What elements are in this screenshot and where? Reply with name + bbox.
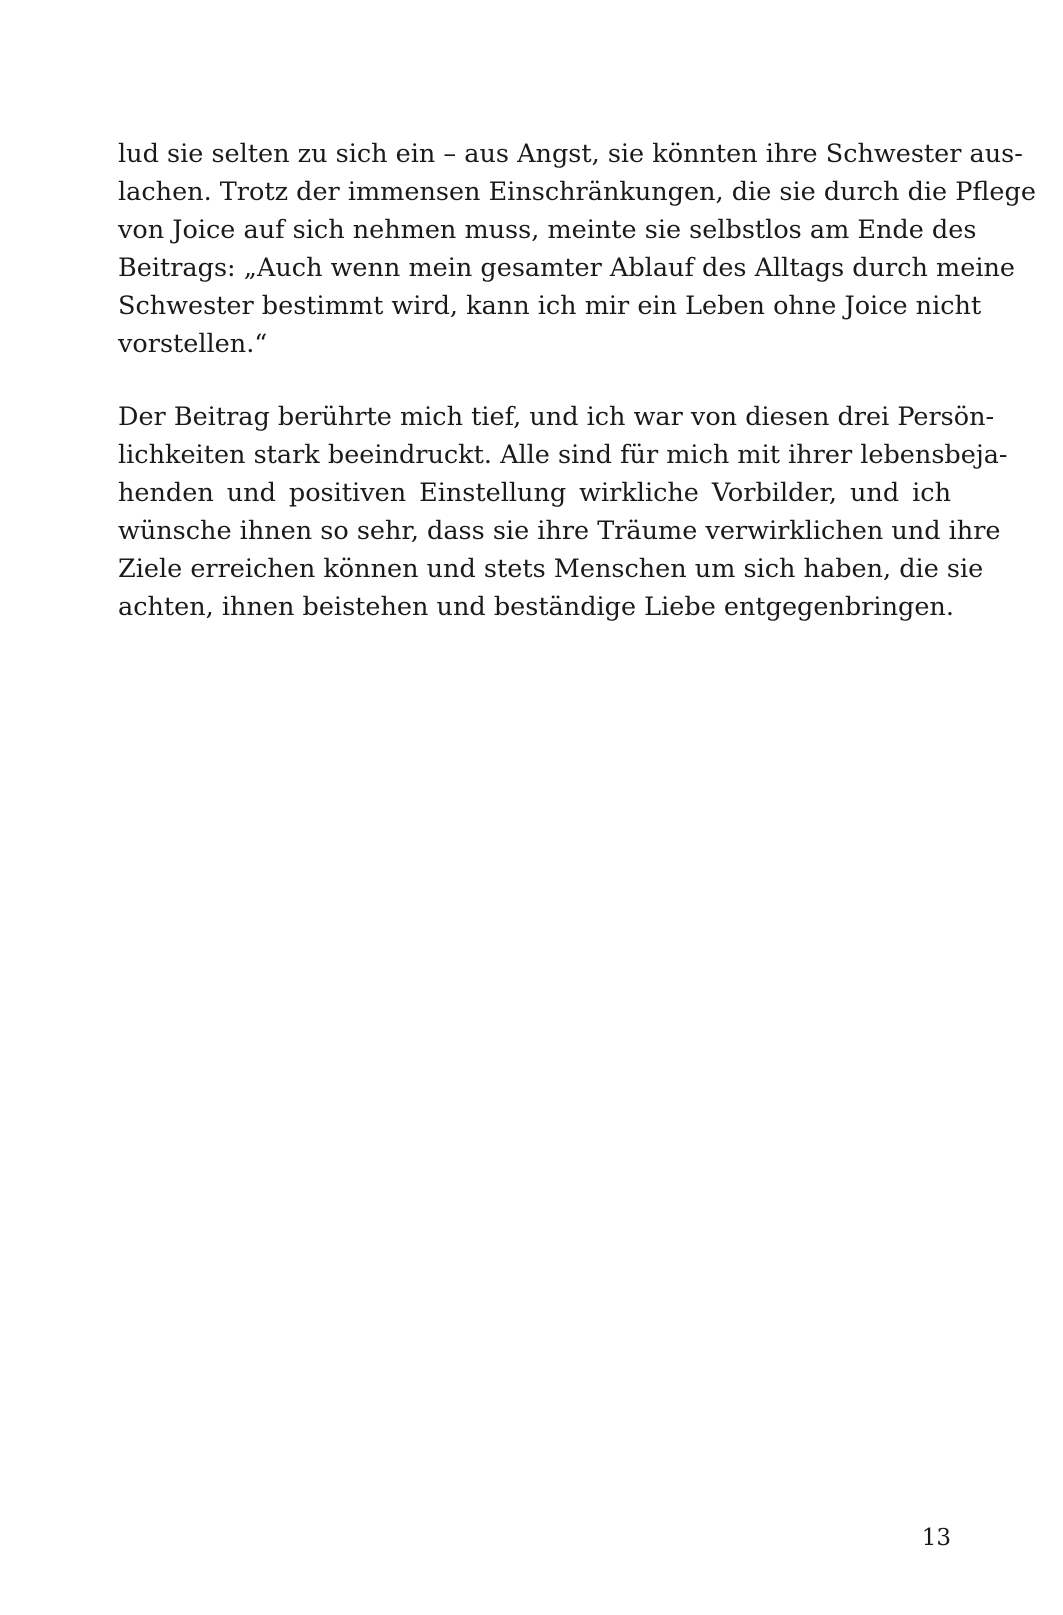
paragraph-line: Ziele erreichen können und stets Menschen um sich haben, die sie (118, 554, 984, 584)
page-number: 13 (921, 1525, 951, 1551)
paragraph-line: achten, ihnen beistehen und beständige Liebe entgegenbringen. (118, 592, 954, 622)
paragraph-line: lichkeiten stark beeindruckt. Alle sind für mich mit ihrer lebensbeja- (118, 440, 1008, 470)
paragraph-line: lud sie selten zu sich ein – aus Angst, sie könnten ihre Schwester aus- (118, 139, 1023, 169)
paragraph-line: vorstellen.“ (118, 329, 268, 359)
paragraph-line: lachen. Trotz der immensen Einschränkungen, die sie durch die Pflege (118, 177, 1036, 207)
paragraph-line: von Joice auf sich nehmen muss, meinte sie selbstlos am Ende des (118, 215, 977, 245)
paragraph-line: Der Beitrag berührte mich tief, und ich war von diesen drei Persön- (118, 402, 995, 432)
paragraph-line: Beitrags: „Auch wenn mein gesamter Ablauf des Alltags durch meine (118, 253, 1015, 283)
paragraph-1 (118, 135, 1036, 363)
paragraph-line: Schwester bestimmt wird, kann ich mir ein Leben ohne Joice nicht (118, 291, 982, 321)
paragraph-line: wünsche ihnen so sehr, dass sie ihre Träume verwirklichen und ihre (118, 516, 1001, 546)
paragraph-line: henden und positiven Einstellung wirkliche Vorbilder, und ich (118, 478, 951, 508)
paragraph-2 (118, 398, 1008, 626)
